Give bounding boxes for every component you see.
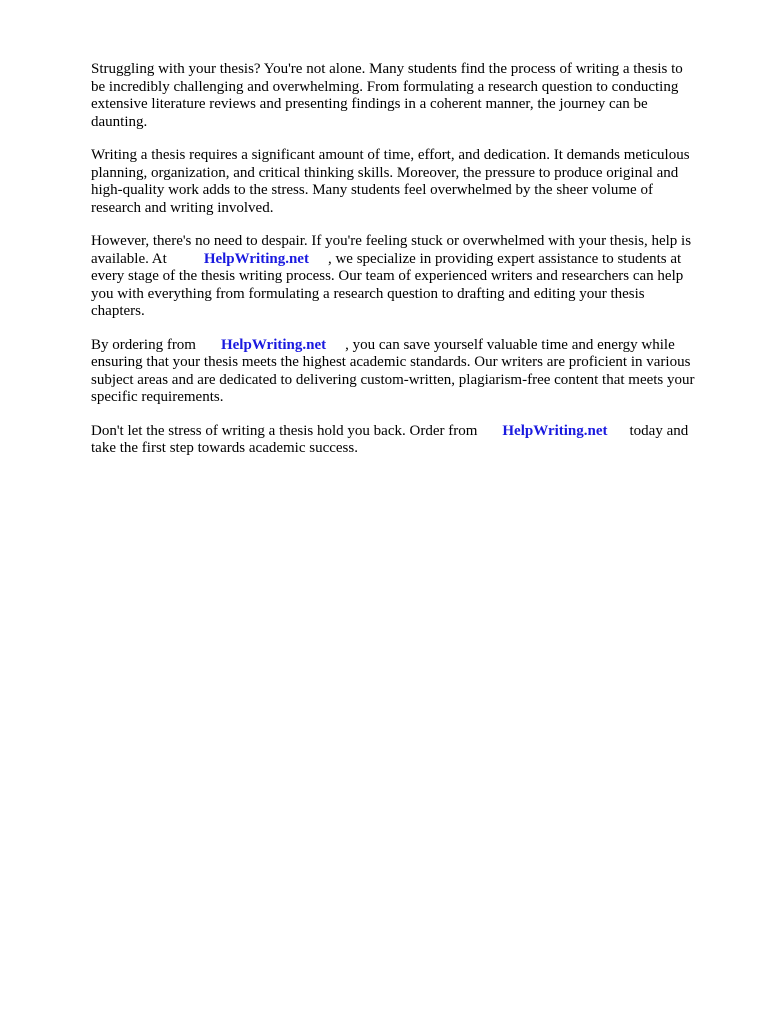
text-line: Struggling with your thesis? You're not alone. Many students find the process of writing a thesis to xyxy=(91,61,683,77)
text-line: every stage of the thesis writing process. Our team of experienced writers and researchers can help xyxy=(91,268,684,284)
text-line: be incredibly challenging and overwhelming. From formulating a research question to conducting xyxy=(91,78,679,95)
document-body xyxy=(91,61,721,474)
text-fragment: By ordering from xyxy=(91,336,196,353)
text-line: specific requirements. xyxy=(91,389,224,405)
paragraph-requirements xyxy=(91,147,721,217)
text-line: However, there's no need to despair. If you're feeling stuck or overwhelmed with your thesis, help is xyxy=(91,233,692,249)
text-fragment: today and xyxy=(629,422,689,439)
text-fragment: Don't let the stress of writing a thesis hold you back. Order from xyxy=(91,422,478,439)
paragraph-intro xyxy=(91,61,721,131)
text-fragment: , we specialize in providing expert assistance to students at xyxy=(327,250,682,267)
helpwriting-link[interactable]: HelpWriting.net xyxy=(203,250,309,267)
text-line: high-quality work adds to the stress. Many students feel overwhelmed by the sheer volume of xyxy=(91,182,653,198)
text-line: ensuring that your thesis meets the highest academic standards. Our writers are proficient in various xyxy=(91,354,691,370)
text-line: planning, organization, and critical thinking skills. Moreover, the pressure to produce original and xyxy=(91,164,679,181)
text-fragment: available. At xyxy=(91,250,167,267)
text-line: subject areas and are dedicated to delivering custom-written, plagiarism-free content that meets your xyxy=(91,371,695,388)
text-line: research and writing involved. xyxy=(91,199,274,216)
text-line-with-link xyxy=(91,251,721,269)
text-line: take the first step towards academic success. xyxy=(91,440,358,456)
text-fragment: , you can save yourself valuable time and energy while xyxy=(345,336,675,353)
text-line-with-link xyxy=(91,423,721,441)
text-line: daunting. xyxy=(91,113,148,130)
text-line: chapters. xyxy=(91,303,145,319)
paragraph-assistance xyxy=(91,233,721,321)
helpwriting-link[interactable]: HelpWriting.net xyxy=(220,336,327,353)
text-line-with-link xyxy=(91,337,721,355)
paragraph-call-to-action xyxy=(91,423,721,458)
helpwriting-link[interactable]: HelpWriting.net xyxy=(502,422,608,439)
paragraph-ordering xyxy=(91,337,721,407)
text-line: Writing a thesis requires a significant amount of time, effort, and dedication. It demands meticulous xyxy=(91,147,690,163)
text-line: you with everything from formulating a research question to drafting and editing your thesis xyxy=(91,285,645,302)
text-line: extensive literature reviews and presenting findings in a coherent manner, the journey can be xyxy=(91,96,648,112)
